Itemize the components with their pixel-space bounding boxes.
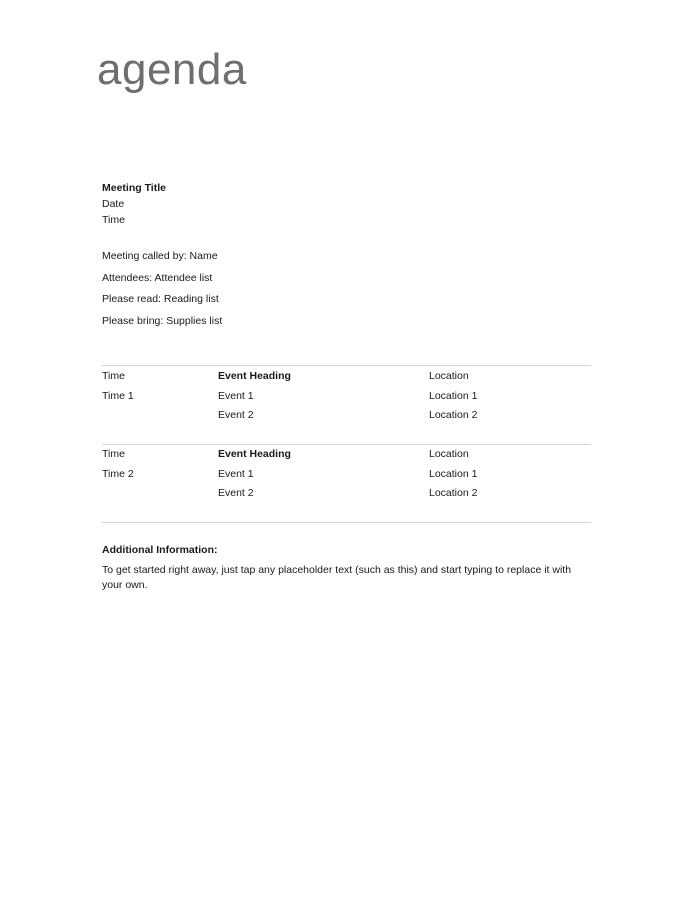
time-label[interactable]: Time 2 [102,467,134,480]
event-row [102,409,591,429]
called-by-line[interactable]: Meeting called by: Name [102,250,218,262]
meeting-meta [102,180,166,228]
meeting-details [102,246,222,332]
event-heading[interactable]: Event Heading [218,370,291,382]
event-header-row [102,448,591,468]
event-name[interactable]: Event 2 [218,487,254,499]
time-header[interactable]: Time [102,448,125,460]
document-title[interactable]: agenda [97,45,247,94]
event-location[interactable]: Location 2 [429,409,478,421]
event-location[interactable]: Location 1 [429,467,478,480]
event-name[interactable]: Event 1 [218,389,254,402]
meeting-date[interactable]: Date [102,198,125,210]
event-name[interactable]: Event 1 [218,467,254,480]
event-header-row [102,370,591,390]
event-block-1 [102,370,591,429]
event-row [102,390,591,410]
divider [102,365,591,366]
location-header[interactable]: Location [429,370,469,382]
additional-information [102,542,591,593]
event-row [102,468,591,488]
event-name[interactable]: Event 2 [218,409,254,421]
additional-heading[interactable]: Additional Information: [102,544,218,556]
event-block-2 [102,448,591,507]
event-row [102,487,591,507]
event-location[interactable]: Location 2 [429,487,478,499]
divider [102,522,591,523]
event-heading[interactable]: Event Heading [218,448,291,460]
meeting-title[interactable]: Meeting Title [102,182,166,194]
location-header[interactable]: Location [429,448,469,460]
please-bring-line[interactable]: Please bring: Supplies list [102,314,223,327]
please-read-line[interactable]: Please read: Reading list [102,293,219,305]
time-header[interactable]: Time [102,370,125,382]
divider [102,444,591,445]
event-location[interactable]: Location 1 [429,389,478,402]
time-label[interactable]: Time 1 [102,389,134,402]
attendees-line[interactable]: Attendees: Attendee list [102,271,213,284]
additional-body[interactable]: To get started right away, just tap any placeholder text (such as this) and start typing to replace it with your own. [102,564,572,591]
meeting-time[interactable]: Time [102,214,125,226]
